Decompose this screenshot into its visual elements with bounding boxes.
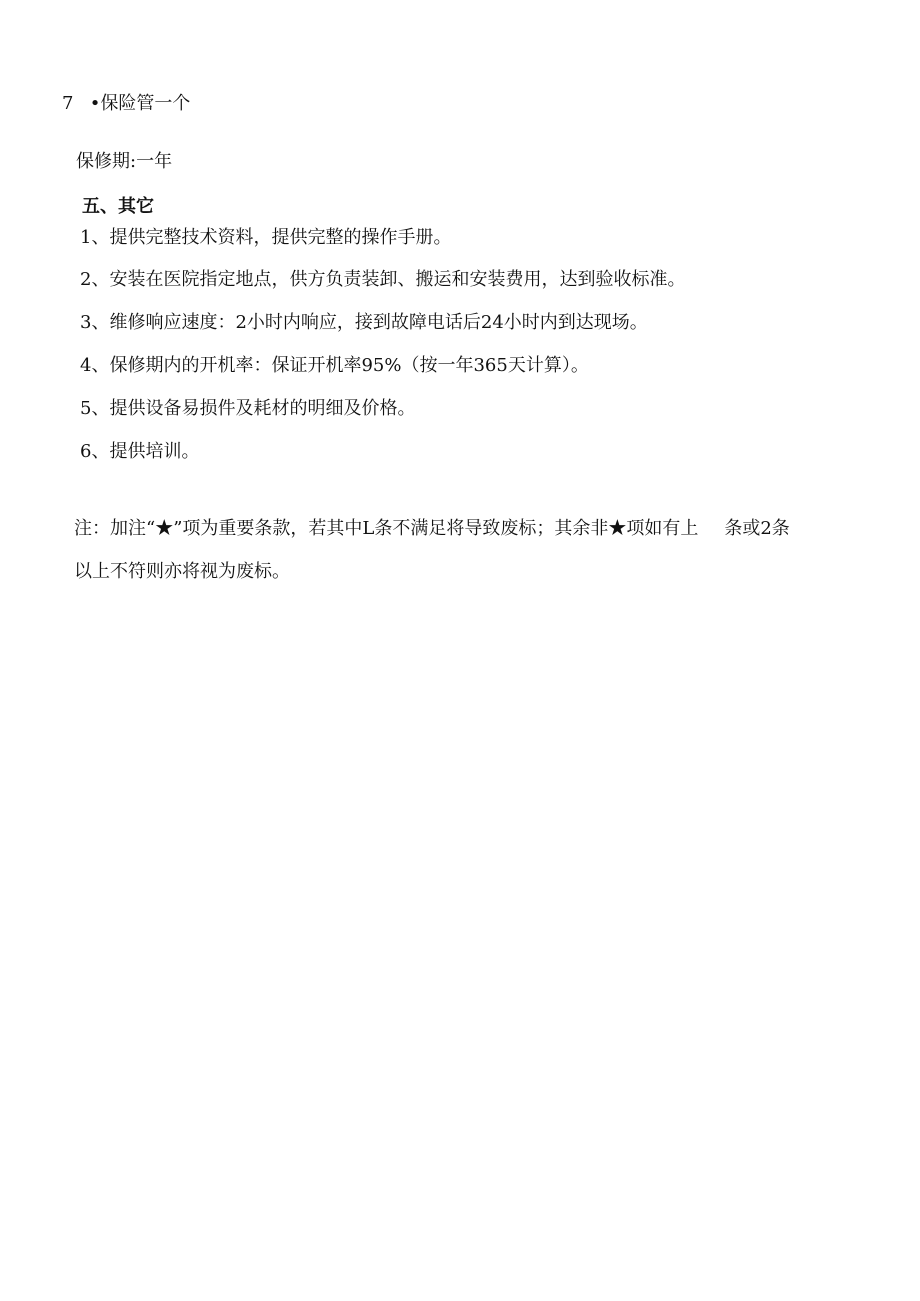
- section-5-title: 五、其它: [82, 196, 154, 217]
- section-5-item-3: 3、维修响应速度：2小时内响应，接到故障电话后24小时内到达现场。: [80, 312, 648, 333]
- note-line-1-part-1: 注：加注“★”项为重要条款，若其中L条不满足将导致废标；其余非★项如有上: [74, 518, 699, 539]
- section-5-item-1: 1、提供完整技术资料，提供完整的操作手册。: [80, 227, 452, 248]
- section-5-item-2: 2、安装在医院指定地点，供方负责装卸、搬运和安装费用，达到验收标准。: [80, 269, 686, 290]
- note-line-2: 以上不符则亦将视为废标。: [74, 561, 290, 582]
- note-line-1: [74, 517, 790, 541]
- item-7-number: 7: [62, 93, 74, 114]
- section-5-item-6: 6、提供培训。: [80, 441, 200, 462]
- item-7: [62, 92, 190, 116]
- note-line-1-part-2: 条或2条: [724, 518, 790, 539]
- section-5-item-4: 4、保修期内的开机率：保证开机率95%（按一年365天计算）。: [80, 355, 589, 376]
- item-7-text: •保险管一个: [89, 93, 191, 114]
- section-5-item-5: 5、提供设备易损件及耗材的明细及价格。: [80, 398, 416, 419]
- warranty-period: 保修期:一年: [76, 151, 173, 172]
